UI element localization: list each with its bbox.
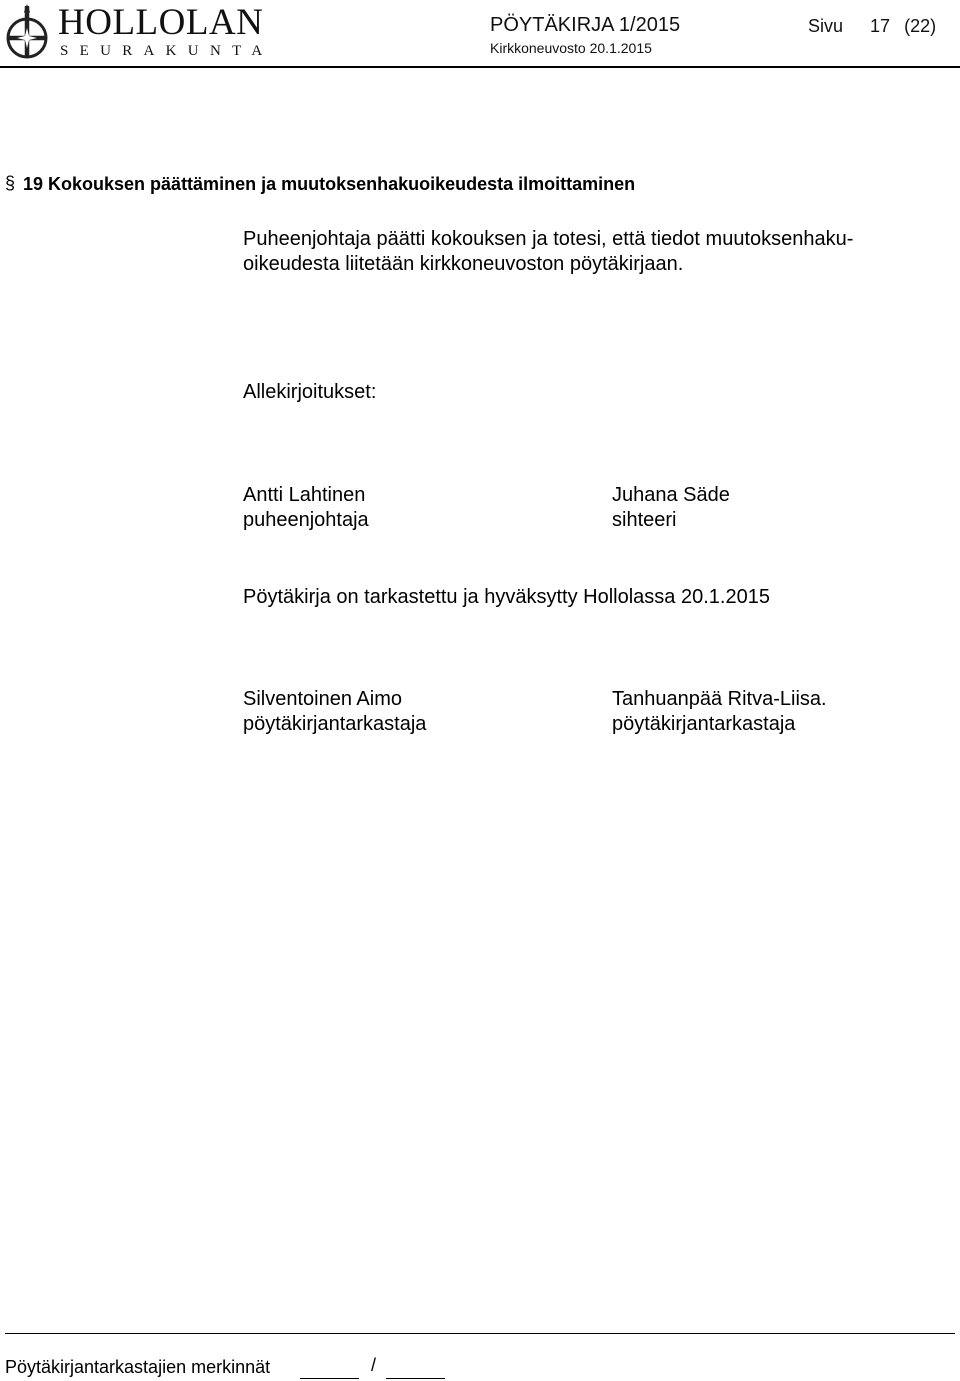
logo-subtitle: SEURAKUNTA (60, 43, 274, 59)
paragraph-line: oikeudesta liitetään kirkkoneuvoston pöytäkirjaan. (243, 253, 684, 275)
inspector-role: pöytäkirjantarkastaja (612, 713, 796, 735)
page-label: Sivu (808, 16, 844, 36)
page-total: (22) (904, 16, 937, 36)
signatures-label: Allekirjoitukset: (243, 381, 377, 403)
inspector-name: Silventoinen Aimo (243, 688, 402, 710)
page-number: 17 (870, 16, 891, 36)
footer-separator: / (371, 1355, 377, 1375)
signer-role: sihteeri (612, 509, 677, 531)
signer-role: puheenjohtaja (243, 509, 369, 531)
signer-name: Juhana Säde (612, 484, 730, 506)
meeting-date: Kirkkoneuvosto 20.1.2015 (490, 40, 652, 56)
page-info (808, 16, 936, 36)
header-divider (0, 66, 960, 68)
inspector-name: Tanhuanpää Ritva-Liisa. (612, 688, 827, 710)
initials-blank-2 (386, 1378, 445, 1379)
document-title: PÖYTÄKIRJA 1/2015 (490, 14, 681, 36)
signer-name: Antti Lahtinen (243, 484, 366, 506)
inspector-role: pöytäkirjantarkastaja (243, 713, 427, 735)
approval-statement: Pöytäkirja on tarkastettu ja hyväksytty Hollolassa 20.1.2015 (243, 586, 770, 608)
initials-blank-1 (300, 1378, 359, 1379)
paragraph-line: Puheenjohtaja päätti kokouksen ja totesi, että tiedot muutoksenhaku- (243, 228, 854, 250)
section-heading: 19 Kokouksen päättäminen ja muutoksenhakuoikeudesta ilmoittaminen (23, 174, 636, 194)
logo-name: HOLLOLAN (58, 2, 264, 43)
section-mark: § (5, 173, 16, 193)
footer-divider (5, 1333, 955, 1334)
footer-label: Pöytäkirjantarkastajien merkinnät (5, 1357, 271, 1377)
cross-star-icon (3, 2, 51, 60)
